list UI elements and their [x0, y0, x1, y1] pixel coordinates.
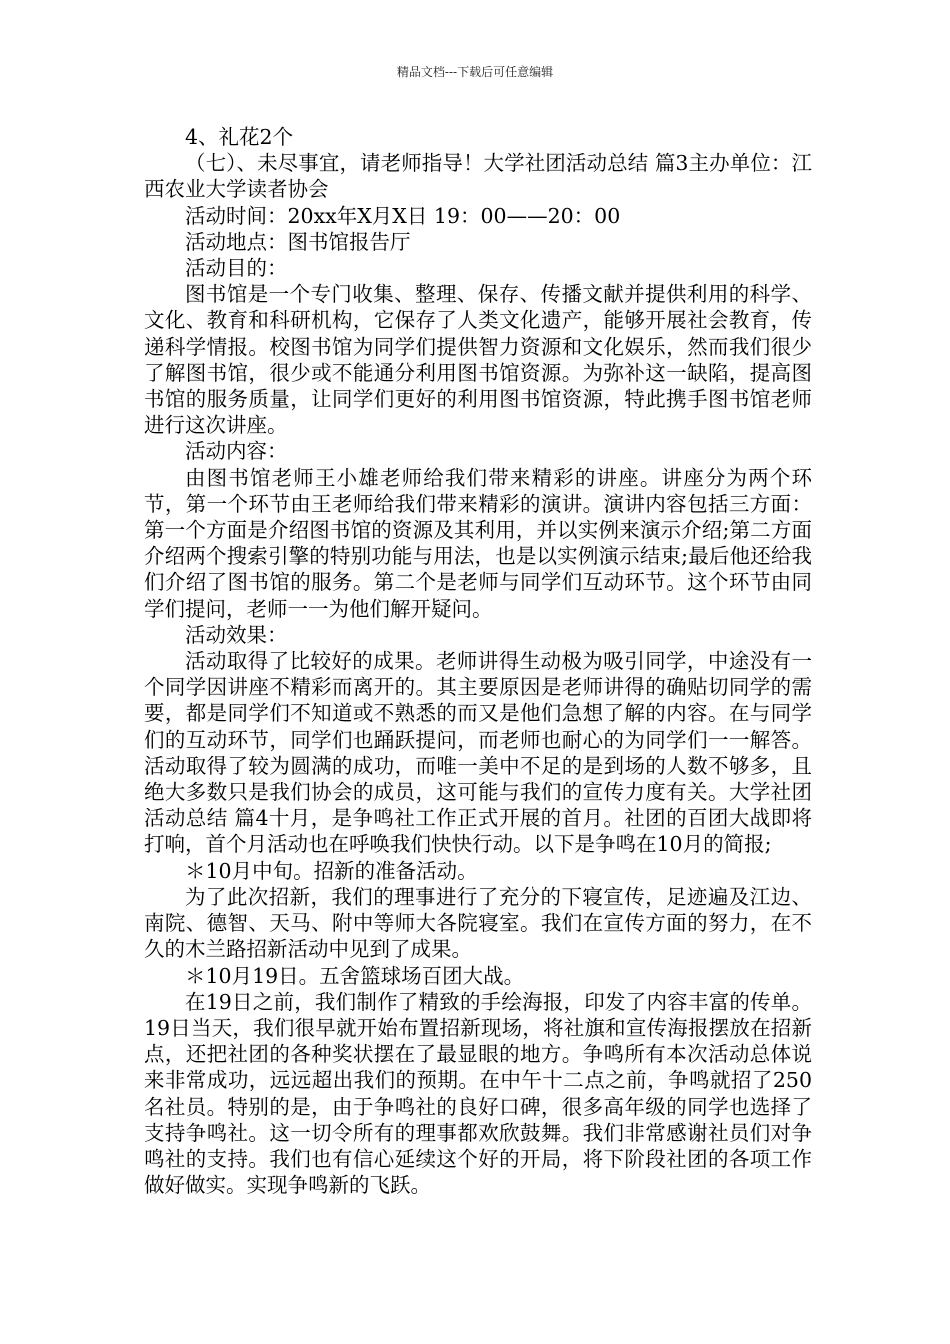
paragraph-effect-body: 活动取得了比较好的成果。老师讲得生动极为吸引同学，中途没有一个同学因讲座不精彩而离开的。其主要原因是老师讲得的确贴切同学的需要，都是同学们不知道或不熟悉的而又是他们急想了解的内容。在与同学们的互动环节，同学们也踊跃提问，而老师也耐心的为同学们一一解答。活动取得了较为圆满的成功，而唯一美中不足的是到场的人数不够多，且绝大多数只是我们协会的成员，这可能与我们的宣传力度有关。大学社团活动总结 篇4十月，是争鸣社工作正式开展的首月。社团的百团大战即将打响，首个月活动也在呼唤我们快快行动。以下是争鸣在10月的简报; — [144, 649, 812, 857]
paragraph-other-matters: （七）、未尽事宜，请老师指导！大学社团活动总结 篇3主办单位：江西农业大学读者协会 — [144, 151, 812, 202]
paragraph-gifts: 4、礼花2个 — [185, 125, 294, 149]
paragraph-purpose-heading: 活动目的： — [185, 256, 288, 281]
paragraph-mid-october: ＊10月中旬。招新的准备活动。 — [185, 858, 478, 883]
paragraph-purpose-body: 图书馆是一个专门收集、整理、保存、传播文献并提供利用的科学、文化、教育和科研机构，它保存了人类文化遗产，能够开展社会教育，传递科学情报。校图书馆为同学们提供智力资源和文化娱乐，然而我们很少了解图书馆，很少或不能通分利用图书馆资源。为弥补这一缺陷，提高图书馆的服务质量，让同学们更好的利用图书馆资源，特此携手图书馆老师进行这次讲座。 — [144, 282, 812, 438]
paragraph-content-body: 由图书馆老师王小雄老师给我们带来精彩的讲座。讲座分为两个环节，第一个环节由王老师给我们带来精彩的演讲。演讲内容包括三方面：第一个方面是介绍图书馆的资源及其利用，并以实例来演示介绍;第二方面介绍两个搜索引擎的特别功能与用法，也是以实例演示结束;最后他还给我们介绍了图书馆的服务。第二个是老师与同学们互动环节。这个环节由同学们提问，老师一一为他们解开疑问。 — [144, 465, 812, 621]
paragraph-content-heading: 活动内容： — [185, 439, 288, 464]
paragraph-recruitment-day: 在19日之前，我们制作了精致的手绘海报，印发了内容丰富的传单。19日当天，我们很早就开始布置招新现场，将社旗和宣传海报摆放在招新点，还把社团的各种奖状摆在了最显眼的地方。争鸣所有本次活动总体说来非常成功，远远超出我们的预期。在中午十二点之前，争鸣就招了250名社员。特别的是，由于争鸣社的良好口碑，很多高年级的同学也选择了支持争鸣社。这一切令所有的理事都欢欣鼓舞。我们非常感谢社员们对争鸣社的支持。我们也有信心延续这个好的开局，将下阶段社团的各项工作做好做实。实现争鸣新的飞跃。 — [144, 989, 812, 1198]
paragraph-activity-time: 活动时间：20xx年X月X日 19：00——20：00 — [185, 203, 621, 228]
paragraph-recruitment-prep: 为了此次招新，我们的理事进行了充分的下寝宣传，足迹遍及江边、南院、德智、天马、附中等师大各院寝室。我们在宣传方面的努力，在不久的木兰路招新活动中见到了成果。 — [144, 884, 812, 962]
document-body — [144, 124, 812, 1198]
page-header: 精品文档---下载后可任意编辑 — [396, 65, 554, 79]
paragraph-effect-heading: 活动效果： — [185, 622, 288, 647]
paragraph-activity-location: 活动地点：图书馆报告厅 — [185, 229, 411, 254]
paragraph-october-19: ＊10月19日。五舍篮球场百团大战。 — [185, 963, 525, 988]
